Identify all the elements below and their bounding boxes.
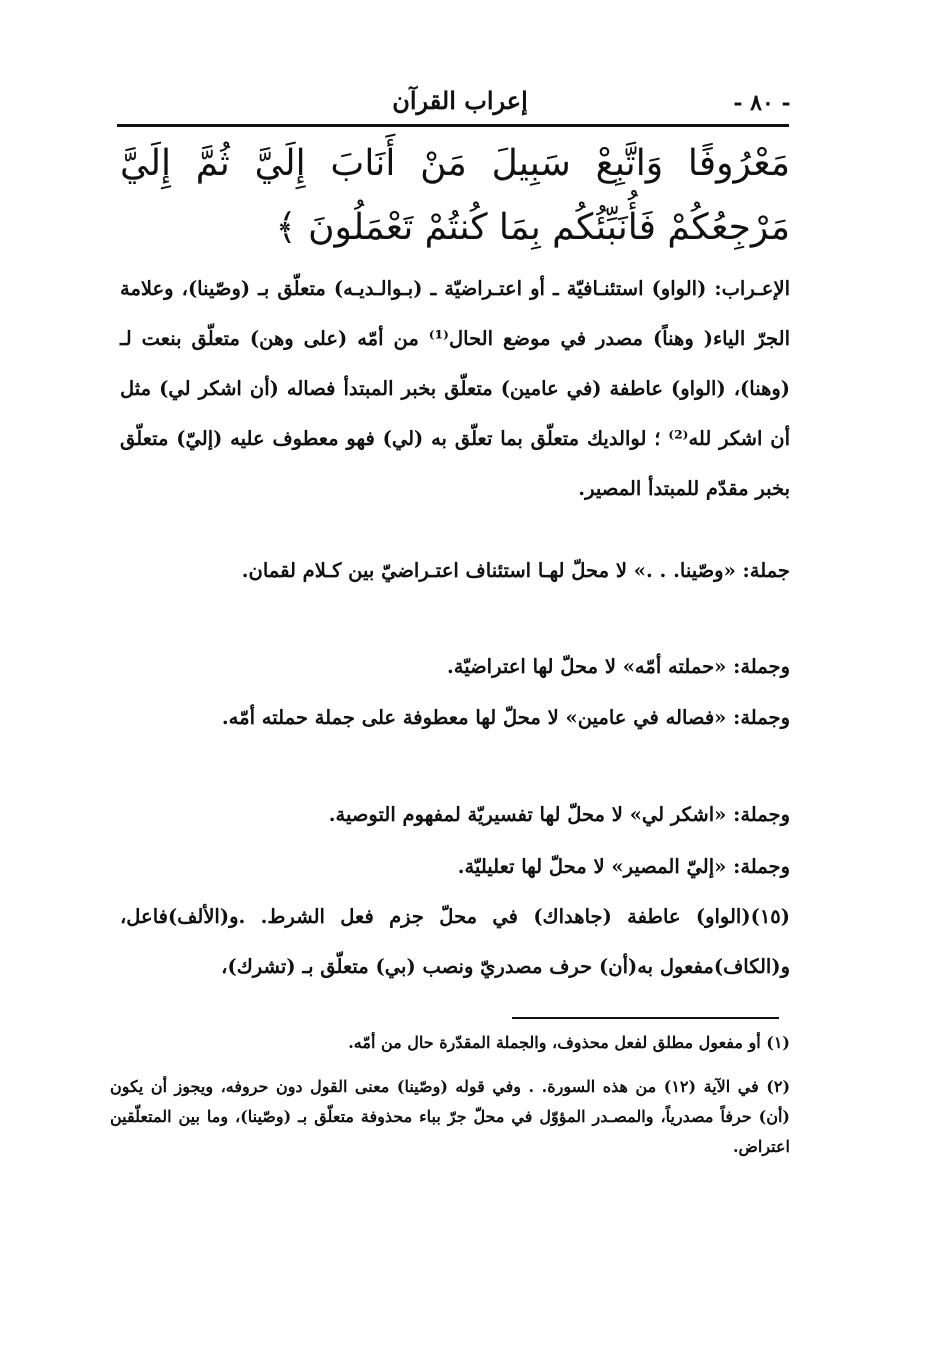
paragraph-jumla-4: وجملة: «اشكر لي» لا محلّ لها تفسيريّة لمفهوم التوصية. bbox=[328, 803, 790, 826]
page-number: - ٨٠ - bbox=[733, 90, 791, 116]
paragraph-jumla-5: وجملة: «إليّ المصير» لا محلّ لها تعليليّة. bbox=[457, 855, 790, 878]
paragraph-jumla-2: وجملة: «حملته أمّه» لا محلّ لها اعتراضيّة. bbox=[447, 655, 790, 678]
footnote-1: (١) أو مفعول مطلق لفعل محذوف، والجملة المقدّرة حال من أمّه. bbox=[348, 1033, 790, 1052]
paragraph-jumla-1: جملة: «وصّينا. . .» لا محلّ لهـا استئناف اعتـراضيّ بين كـلام لقمان. bbox=[241, 559, 790, 582]
paragraph-verse-15: (١٥)(الواو) عاطفة (جاهداك) في محلّ جزم فعل الشرط. .و(الألف)فاعل، و(الكاف)مفعول به(أن) حرف مصدريّ ونصب (بي) متعلّق بـ (تشرك)، bbox=[120, 905, 790, 978]
header-rule bbox=[117, 124, 789, 127]
paragraph-jumla-3: وجملة: «فصاله في عامين» لا محلّ لها معطوفة على جملة حملته أمّه. bbox=[221, 706, 790, 729]
footnote-2: (٢) في الآية (١٢) من هذه السورة. . وفي قوله (وصّينا) معنى القول دون حروفه، ويجوز أن يكون (أن) حرفاً مصدرياً، والمصـدر المؤوّل في محلّ جرّ بباء محذوفة متعلّق بـ (وصّينا)، وما بين المتعلّقين اعتراض. bbox=[110, 1077, 791, 1156]
running-title: إعراب القرآن bbox=[392, 86, 528, 115]
footnote-rule bbox=[512, 1017, 779, 1019]
paragraph-irab: الإعـراب: (الواو) استئنـافيّة ـ أو اعتـراضيّة ـ (بـوالـديـه) متعلّق بـ (وصّينا)، وعلامة الجرّ الياء( وهناً) مصدر في موضع الحال⁽¹⁾ من أمّه (على وهن) متعلّق بنعت لـ (وهنا)، (الواو) عاطفة (في عامين) متعلّق بخبر المبتدأ فصاله (أن اشكر لي) مثل أن اشكر لله⁽²⁾ ؛ لوالديك متعلّق بما تعلّق به (لي) فهو معطوف عليه (إليّ) متعلّق بخبر مقدّم للمبتدأ المصير. bbox=[120, 277, 791, 500]
quran-verse: مَعْرُوفًا وَاتَّبِعْ سَبِيلَ مَنْ أَنَابَ إِلَيَّ ثُمَّ إِلَيَّ مَرْجِعُكُمْ فَأُنَبِّئُكُم بِمَا كُنتُمْ تَعْمَلُونَ ﴾ bbox=[120, 143, 790, 248]
